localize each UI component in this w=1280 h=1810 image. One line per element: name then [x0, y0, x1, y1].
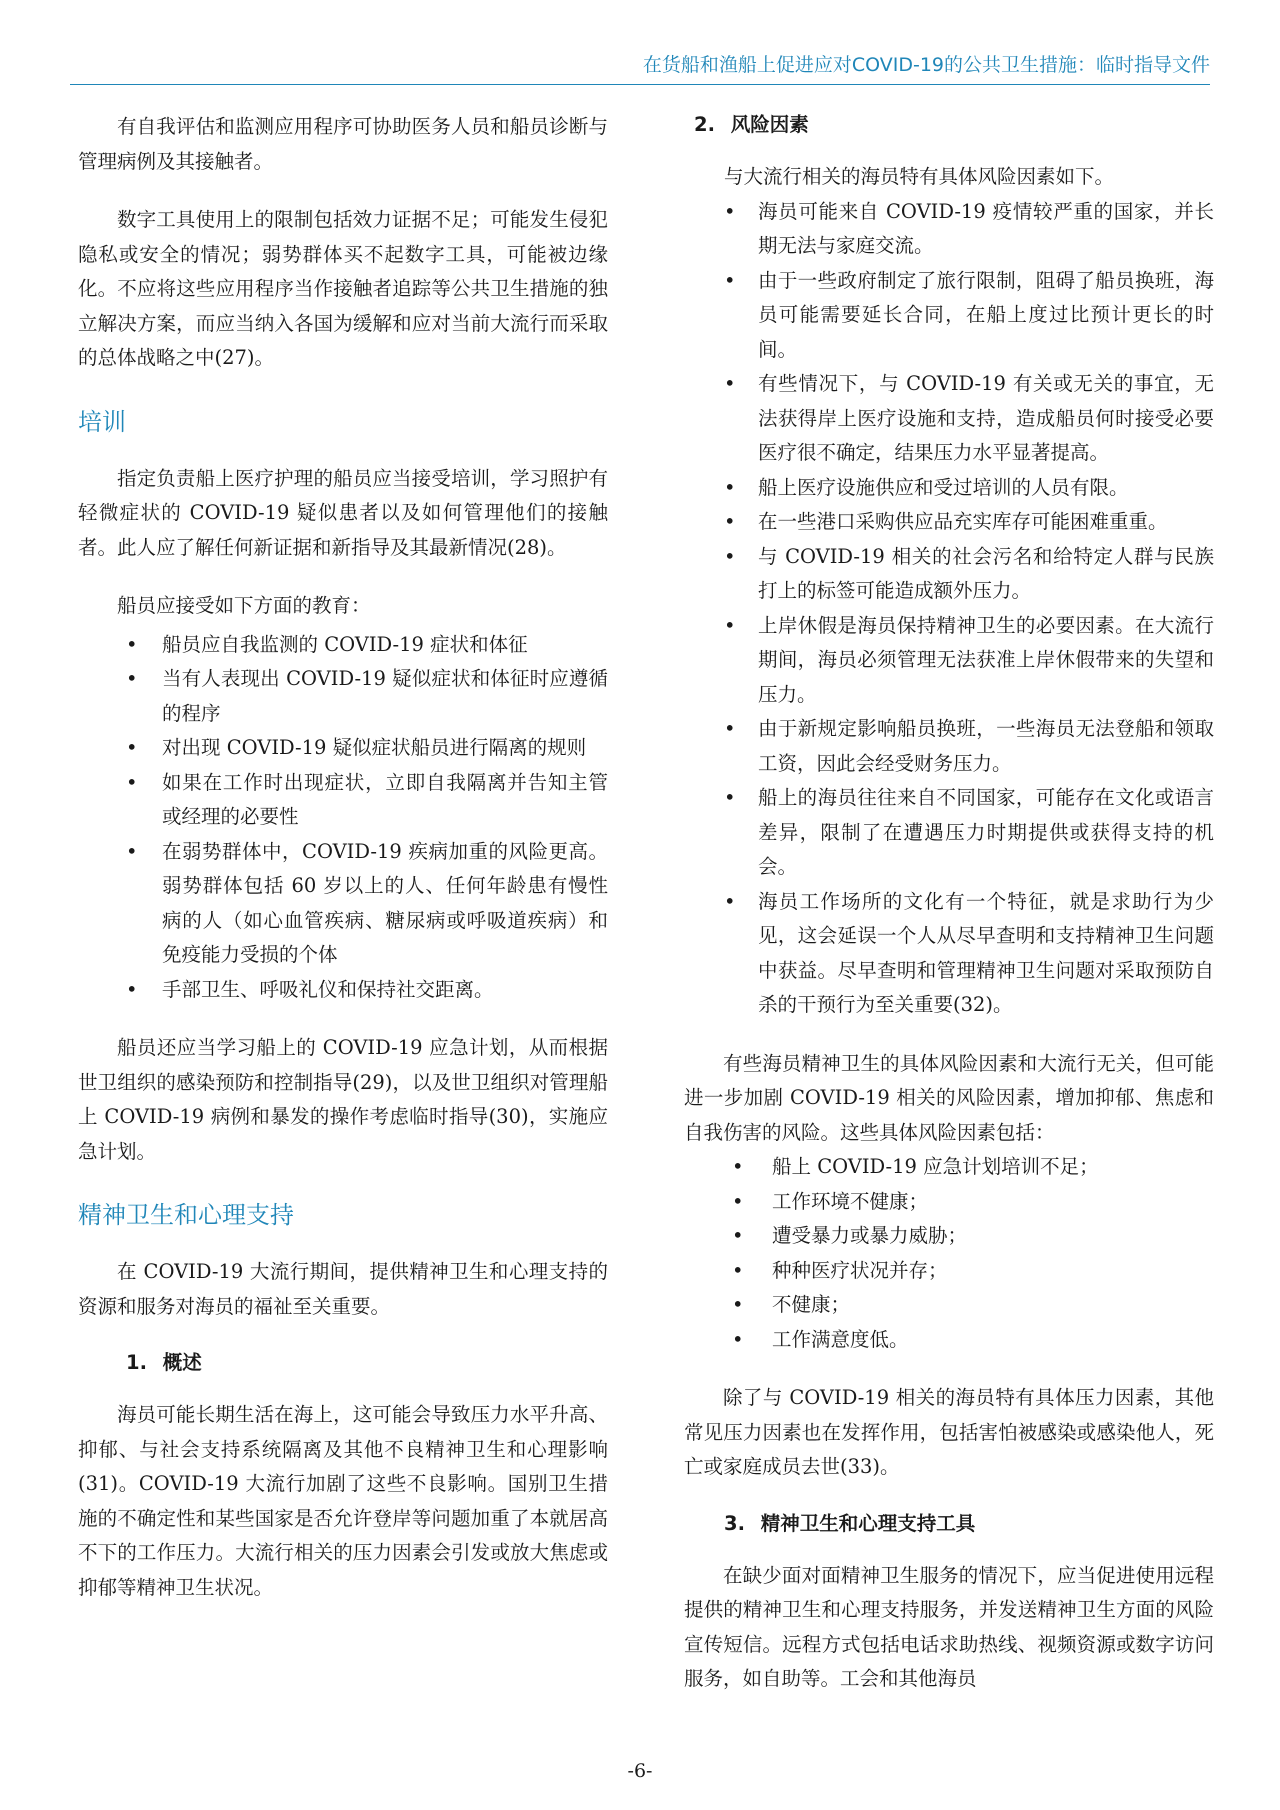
- subheading-text: 精神卫生和心理支持工具: [760, 1511, 976, 1535]
- list-item: • 工作环境不健康；: [684, 1185, 1214, 1220]
- heading-training: 培训: [78, 407, 126, 436]
- list-item: • 在弱势群体中，COVID-19 疾病加重的风险更高。弱势群体包括 60 岁以上的人、任何年龄患有慢性病的人（如心血管疾病、糖尿病或呼吸道疾病）和免疫能力受损的个体: [78, 835, 608, 973]
- subheading-number: 2.: [694, 113, 715, 136]
- specific-risk-list: [684, 1150, 1214, 1357]
- list-item: • 由于一些政府制定了旅行限制，阻碍了船员换班，海员可能需要延长合同，在船上度过比预计更长的时间。: [674, 264, 1214, 368]
- subheading-support-tools: [684, 1509, 1214, 1539]
- page-number: -6-: [627, 1760, 653, 1782]
- left-column: [78, 110, 608, 1629]
- list-item: • 船员应自我监测的 COVID-19 症状和体征: [78, 628, 608, 663]
- paragraph-risk-intro: 与大流行相关的海员特有具体风险因素如下。: [724, 165, 1115, 188]
- subheading-text: 风险因素: [730, 113, 809, 136]
- list-item: • 工作满意度低。: [684, 1323, 1214, 1358]
- list-item: • 由于新规定影响船员换班，一些海员无法登船和领取工资，因此会经受财务压力。: [674, 712, 1214, 781]
- paragraph-contingency-plan: 船员还应当学习船上的 COVID-19 应急计划，从而根据世卫组织的感染预防和控制指导(29)，以及世卫组织对管理船上 COVID-19 病例和暴发的操作考虑临时指导(30)，实施应急计划。: [78, 1036, 608, 1163]
- paragraph-other-stressors: 除了与 COVID-19 相关的海员特有具体压力因素，其他常见压力因素也在发挥作用，包括害怕被感染或感染他人，死亡或家庭成员去世(33)。: [684, 1386, 1214, 1478]
- paragraph-overview: 海员可能长期生活在海上，这可能会导致压力水平升高、抑郁、与社会支持系统隔离及其他不良精神卫生和心理影响(31)。COVID-19 大流行加剧了这些不良影响。国别卫生措施的不确定性和某些国家是否允许登岸等问题加重了本就居高不下的工作压力。大流行相关的压力因素会引发或放大焦虑或抑郁等精神卫生状况。: [78, 1403, 608, 1599]
- list-item: • 有些情况下，与 COVID-19 有关或无关的事宜，无法获得岸上医疗设施和支持，造成船员何时接受必要医疗很不确定，结果压力水平显著提高。: [674, 367, 1214, 471]
- list-item: • 上岸休假是海员保持精神卫生的必要因素。在大流行期间，海员必须管理无法获准上岸休假带来的失望和压力。: [674, 609, 1214, 713]
- list-item: • 海员工作场所的文化有一个特征，就是求助行为少见，这会延误一个人从尽早查明和支持精神卫生问题中获益。尽早查明和管理精神卫生问题对采取预防自杀的干预行为至关重要(32)。: [674, 885, 1214, 1023]
- paragraph-education-intro: 船员应接受如下方面的教育：: [117, 594, 371, 617]
- list-item: • 对出现 COVID-19 疑似症状船员进行隔离的规则: [78, 731, 608, 766]
- list-item: • 手部卫生、呼吸礼仪和保持社交距离。: [78, 973, 608, 1008]
- subheading-overview: [78, 1348, 608, 1378]
- list-item: • 不健康；: [684, 1288, 1214, 1323]
- paragraph-remote-services: 在缺少面对面精神卫生服务的情况下，应当促进使用远程提供的精神卫生和心理支持服务，并发送精神卫生方面的风险宣传短信。远程方式包括电话求助热线、视频资源或数字访问服务，如自助等。工会和其他海员: [684, 1563, 1214, 1690]
- list-item: • 海员可能来自 COVID-19 疫情较严重的国家，并长期无法与家庭交流。: [674, 195, 1214, 264]
- paragraph-training: 指定负责船上医疗护理的船员应当接受培训，学习照护有轻微症状的 COVID-19 疑似患者以及如何管理他们的接触者。此人应了解任何新证据和新指导及其最新情况(28)。: [78, 466, 608, 559]
- list-item: • 当有人表现出 COVID-19 疑似症状和体征时应遵循的程序: [78, 662, 608, 731]
- education-list: [78, 628, 608, 1008]
- paragraph-specific-risks: 有些海员精神卫生的具体风险因素和大流行无关，但可能进一步加剧 COVID-19 相关的风险因素，增加抑郁、焦虑和自我伤害的风险。这些具体风险因素包括：: [684, 1051, 1214, 1144]
- subheading-text: 概述: [162, 1351, 202, 1374]
- heading-mental-health: 精神卫生和心理支持: [78, 1201, 294, 1229]
- header-rule: [70, 84, 1210, 85]
- list-item: • 种种医疗状况并存；: [684, 1254, 1214, 1289]
- subheading-number: 3.: [724, 1511, 745, 1535]
- list-item: • 遭受暴力或暴力威胁；: [684, 1219, 1214, 1254]
- list-item: • 船上的海员往往来自不同国家，可能存在文化或语言差异，限制了在遭遇压力时期提供或获得支持的机会。: [674, 781, 1214, 885]
- paragraph-digital-limits: 数字工具使用上的限制包括效力证据不足；可能发生侵犯隐私或安全的情况；弱势群体买不起数字工具，可能被边缘化。不应将这些应用程序当作接触者追踪等公共卫生措施的独立解决方案，而应当纳入各国为缓解和应对当前大流行而采取的总体战略之中(27)。: [78, 208, 608, 369]
- risk-factor-list: [674, 195, 1214, 1023]
- list-item: • 如果在工作时出现症状，立即自我隔离并告知主管或经理的必要性: [78, 766, 608, 835]
- subheading-risk-factors: [684, 110, 1214, 140]
- paragraph-mental-health-intro: 在 COVID-19 大流行期间，提供精神卫生和心理支持的资源和服务对海员的福祉至关重要。: [78, 1260, 608, 1318]
- list-item: • 船上医疗设施供应和受过培训的人员有限。: [674, 471, 1214, 506]
- list-item: • 与 COVID-19 相关的社会污名和给特定人群与民族打上的标签可能造成额外压力。: [674, 540, 1214, 609]
- list-item: • 在一些港口采购供应品充实库存可能困难重重。: [674, 505, 1214, 540]
- running-header: 在货船和渔船上促进应对COVID-19的公共卫生措施：临时指导文件: [642, 54, 1210, 76]
- list-item: • 船上 COVID-19 应急计划培训不足；: [684, 1150, 1214, 1185]
- subheading-number: 1.: [126, 1351, 147, 1374]
- right-column: [684, 110, 1214, 1721]
- paragraph-digital-apps: 有自我评估和监测应用程序可协助医务人员和船员诊断与管理病例及其接触者。: [78, 115, 608, 173]
